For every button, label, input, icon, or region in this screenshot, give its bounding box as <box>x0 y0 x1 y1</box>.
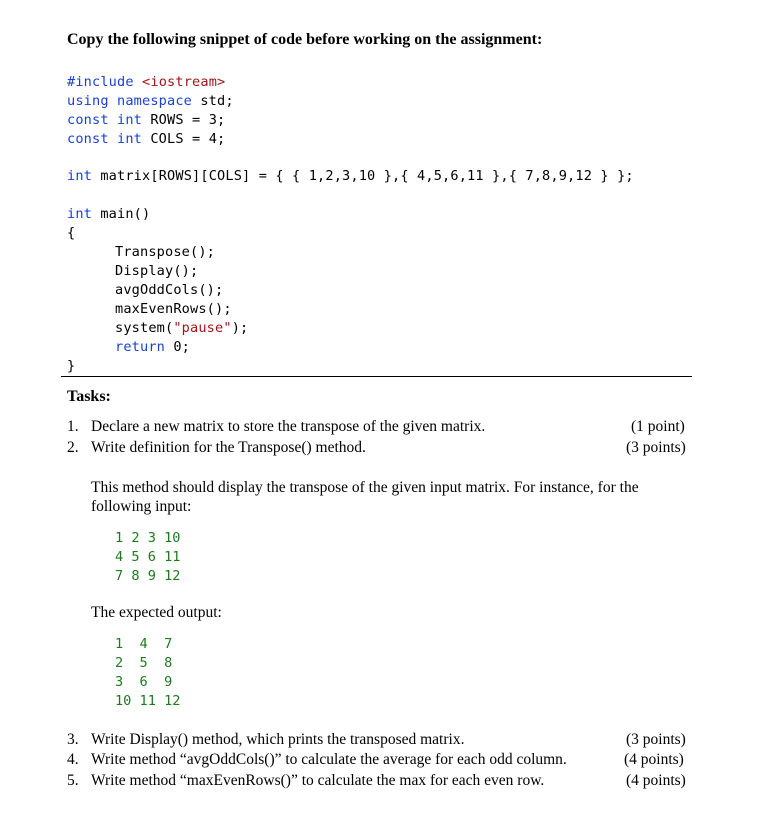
code-line-system <box>115 319 248 338</box>
code-text: std; <box>192 93 234 109</box>
code-text: COLS = 4; <box>142 131 226 147</box>
code-call-display: Display(); <box>115 263 199 279</box>
code-line-matrix <box>67 167 634 186</box>
code-keyword: int <box>67 168 93 184</box>
code-call-avg: avgOddCols(); <box>115 282 224 298</box>
instructions-heading: Copy the following snippet of code before working on the assignment: <box>67 31 543 48</box>
code-text: ); <box>231 320 249 336</box>
code-keyword: using namespace <box>67 93 193 109</box>
code-keyword: const int <box>67 112 143 128</box>
code-line-main <box>67 205 150 224</box>
tasks-heading: Tasks: <box>67 388 111 405</box>
expected-output-label: The expected output: <box>91 604 222 621</box>
code-line-const-rows <box>67 111 225 130</box>
output-row: 3 6 9 <box>115 674 173 690</box>
input-row: 1 2 3 10 <box>115 530 181 546</box>
description-line: This method should display the transpose of the given input matrix. For instance, for the <box>91 479 639 496</box>
code-line-include <box>67 73 225 92</box>
code-open-brace: { <box>67 225 76 241</box>
task-points: (3 points) <box>626 439 686 456</box>
code-keyword: int <box>67 206 93 222</box>
code-text: system( <box>115 320 174 336</box>
code-line-return <box>115 338 190 357</box>
code-line-const-cols <box>67 130 225 149</box>
input-row: 4 5 6 11 <box>115 549 181 565</box>
code-call-max: maxEvenRows(); <box>115 301 232 317</box>
code-string: "pause" <box>173 320 232 336</box>
code-text: matrix[ROWS][COLS] = { { 1,2,3,10 },{ 4,5,6,11 },{ 7,8,9,12 } }; <box>92 168 634 184</box>
task-text: Declare a new matrix to store the transpose of the given matrix. <box>91 418 486 435</box>
task-number: 5. <box>67 772 79 789</box>
task-text: Write Display() method, which prints the transposed matrix. <box>91 731 465 748</box>
code-line-using <box>67 92 234 111</box>
task-text: Write method “maxEvenRows()” to calculate the max for each even row. <box>91 772 545 789</box>
code-text: main() <box>92 206 151 222</box>
code-call-transpose: Transpose(); <box>115 244 216 260</box>
task-points: (4 points) <box>626 772 686 789</box>
task-points: (1 point) <box>631 418 685 435</box>
output-row: 2 5 8 <box>115 655 173 671</box>
description-line: following input: <box>91 498 192 515</box>
task-number: 2. <box>67 439 79 456</box>
code-close-brace: } <box>67 358 76 374</box>
task-number: 1. <box>67 418 79 435</box>
code-keyword: const int <box>67 131 143 147</box>
task-points: (3 points) <box>626 731 686 748</box>
section-divider <box>61 376 692 377</box>
task-points: (4 points) <box>624 751 684 768</box>
output-row: 10 11 12 <box>115 693 181 709</box>
task-text: Write definition for the Transpose() method. <box>91 439 366 456</box>
task-text: Write method “avgOddCols()” to calculate the average for each odd column. <box>91 751 567 768</box>
code-keyword: return <box>115 339 166 355</box>
code-keyword: #include <box>67 74 134 90</box>
task-number: 3. <box>67 731 79 748</box>
code-text: ROWS = 3; <box>142 112 226 128</box>
code-text: 0; <box>165 339 191 355</box>
task-number: 4. <box>67 751 79 768</box>
input-row: 7 8 9 12 <box>115 568 181 584</box>
output-row: 1 4 7 <box>115 636 173 652</box>
code-string: <iostream> <box>142 74 226 90</box>
